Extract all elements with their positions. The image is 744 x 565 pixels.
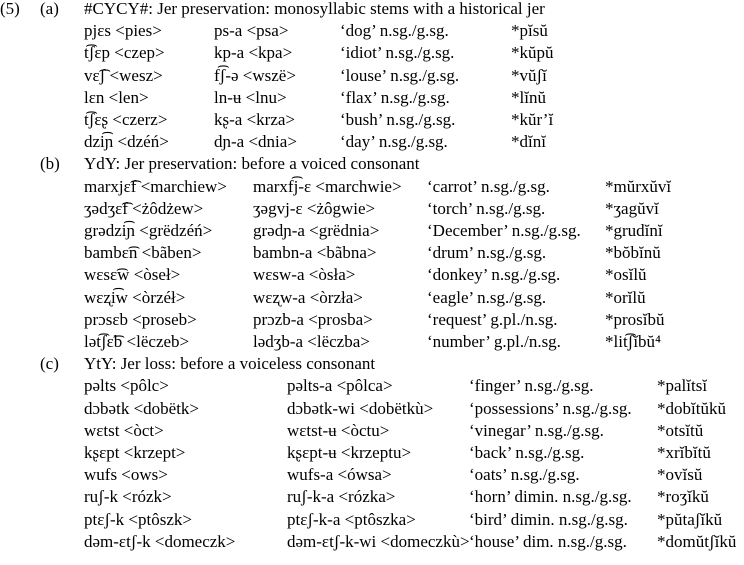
oblique-form: bambn-a <bãbna> bbox=[253, 243, 377, 263]
singular-form: dəm-ɛtʃ-k <domeczk> bbox=[84, 531, 236, 551]
proto-form: *prosĭbŭ bbox=[605, 309, 665, 329]
gloss: ‘vinegar’ n.sg./g.sg. bbox=[469, 420, 604, 440]
gloss: ‘December’ n.sg./g.sg. bbox=[427, 221, 581, 240]
oblique-form: kp-a <kpa> bbox=[214, 43, 293, 63]
singular-form: wɛtst <òct> bbox=[84, 420, 164, 440]
gloss: ‘request’ g.pl./n.sg. bbox=[427, 309, 558, 329]
oblique-form: ln-ʉ <lnu> bbox=[214, 87, 287, 107]
oblique-form: dəm-ɛtʃ-k-wi <domeczkù> bbox=[287, 531, 470, 551]
oblique-form: marxf͡j-ɛ <marchwie> bbox=[253, 176, 402, 196]
singular-form: prɔsɛb <proseb> bbox=[84, 309, 197, 329]
proto-form: *vŭʃĭ bbox=[511, 65, 547, 85]
singular-form: lɛn <len> bbox=[84, 87, 149, 107]
gloss: ‘day’ n.sg./g.sg. bbox=[340, 132, 448, 152]
oblique-form: dɔbətk-wi <dobëtkù> bbox=[287, 398, 434, 418]
section-label: (a) bbox=[40, 0, 59, 18]
proto-form: *kŭr’ĭ bbox=[511, 110, 554, 129]
proto-form: *xrĭbĭtŭ bbox=[657, 443, 711, 462]
gloss: ‘torch’ n.sg./g.sg. bbox=[427, 198, 546, 218]
oblique-form: ps-a <psa> bbox=[214, 21, 289, 41]
oblique-form: lədʒb-a <lëczba> bbox=[253, 332, 370, 351]
gloss: ‘flax’ n.sg./g.sg. bbox=[340, 87, 450, 107]
proto-form: *dĭnĭ bbox=[511, 132, 546, 152]
gloss: ‘back’ n.sg./g.sg. bbox=[469, 443, 585, 462]
example-number: (5) bbox=[0, 0, 20, 18]
singular-form: lət͡ʃɛ͡b <lëczeb> bbox=[84, 332, 190, 351]
proto-form: *lĭnŭ bbox=[511, 87, 546, 107]
proto-form: *pŭtaʃĭkŭ bbox=[657, 509, 723, 529]
singular-form: dɔbətk <dobëtk> bbox=[84, 398, 200, 418]
oblique-form: kʂɛpt-ʉ <krzeptu> bbox=[287, 443, 412, 462]
singular-form: t͡ʃɛp <czep> bbox=[84, 43, 165, 63]
gloss: ‘horn’ dimin. n.sg./g.sg. bbox=[469, 487, 632, 507]
singular-form: wufs <ows> bbox=[84, 465, 168, 485]
gloss: ‘louse’ n.sg./g.sg. bbox=[340, 65, 460, 85]
proto-form: *lit͡ʃĭbŭ⁴ bbox=[605, 332, 661, 351]
oblique-form: wufs-a <ówsa> bbox=[287, 465, 392, 485]
oblique-form: wɛtst-ʉ <òctu> bbox=[287, 420, 390, 440]
singular-form: vɛ͡ʃ <wesz> bbox=[84, 65, 163, 85]
proto-form: *bŏbĭnŭ bbox=[605, 243, 661, 263]
proto-form: *roʒĭkŭ bbox=[657, 487, 709, 507]
oblique-form: ʒəgvj-ɛ <żôgwie> bbox=[253, 198, 376, 218]
proto-form: *orĭlŭ bbox=[605, 287, 646, 307]
gloss: ‘carrot’ n.sg./g.sg. bbox=[427, 176, 550, 196]
proto-form: *pĭsŭ bbox=[511, 21, 548, 41]
gloss: ‘bird’ dimin. n.sg./g.sg. bbox=[469, 509, 628, 529]
singular-form: ʒədʒɛ͡f <żôdżew> bbox=[84, 198, 204, 218]
singular-form: t͡ʃɛʂ <czerz> bbox=[84, 110, 168, 129]
gloss: ‘drum’ n.sg./g.sg. bbox=[427, 243, 547, 263]
gloss: ‘oats’ n.sg./g.sg. bbox=[469, 465, 580, 485]
proto-form: *ʒagŭvĭ bbox=[605, 198, 659, 218]
section-title: YdY: Jer preservation: before a voiced consonant bbox=[84, 154, 420, 174]
proto-form: *osĭlŭ bbox=[605, 265, 647, 285]
section-title: #CYCY#: Jer preservation: monosyllabic stems with a historical jer bbox=[84, 0, 545, 18]
oblique-form: pəlts-a <pôlca> bbox=[287, 376, 393, 396]
proto-form: *dobĭtŭkŭ bbox=[657, 398, 726, 418]
gloss: ‘house’ dim. n.sg./g.sg. bbox=[469, 531, 627, 551]
singular-form: bambɛ͡n <bãben> bbox=[84, 243, 202, 263]
section-title: YtY: Jer loss: before a voiceless consonant bbox=[84, 354, 376, 374]
singular-form: grədzi͡ɲ <grëdzéń> bbox=[84, 221, 213, 240]
proto-form: *domŭtʃĭkŭ bbox=[657, 531, 737, 551]
singular-form: pəlts <pôlc> bbox=[84, 376, 169, 396]
oblique-form: wɛsw-a <òsła> bbox=[253, 265, 356, 285]
oblique-form: kʂ-a <krza> bbox=[214, 110, 295, 129]
oblique-form: ruʃ-k-a <rózka> bbox=[287, 487, 396, 507]
section-label: (b) bbox=[40, 154, 60, 174]
singular-form: kʂɛpt <krzept> bbox=[84, 443, 186, 462]
proto-form: *grudĭnĭ bbox=[605, 221, 663, 240]
gloss: ‘eagle’ n.sg./g.sg. bbox=[427, 287, 547, 307]
oblique-form: wɛʐw-a <òrzła> bbox=[253, 287, 363, 307]
proto-form: *kŭpŭ bbox=[511, 43, 554, 63]
oblique-form: f͡ʃ-ə <wszë> bbox=[214, 65, 296, 85]
oblique-form: prɔzb-a <prosba> bbox=[253, 309, 373, 329]
proto-form: *mŭrxŭvĭ bbox=[605, 176, 672, 196]
singular-form: wɛsɛ͡w <òseł> bbox=[84, 265, 181, 285]
singular-form: marxjɛ͡f <marchiew> bbox=[84, 176, 227, 196]
singular-form: wɛʐi͡w <òrzéł> bbox=[84, 287, 186, 307]
gloss: ‘donkey’ n.sg./g.sg. bbox=[427, 265, 561, 285]
gloss: ‘finger’ n.sg./g.sg. bbox=[469, 376, 594, 396]
oblique-form: dɲ-a <dnia> bbox=[214, 132, 297, 152]
singular-form: pjɛs <pies> bbox=[84, 21, 162, 41]
gloss: ‘bush’ n.sg./g.sg. bbox=[340, 110, 456, 129]
singular-form: ruʃ-k <rózk> bbox=[84, 487, 172, 507]
oblique-form: grədɲ-a <grëdnia> bbox=[253, 221, 380, 240]
section-label: (c) bbox=[40, 354, 59, 374]
singular-form: ptɛʃ-k <ptôszk> bbox=[84, 509, 192, 529]
gloss: ‘dog’ n.sg./g.sg. bbox=[340, 21, 449, 41]
singular-form: dzi͡ɲ <dzéń> bbox=[84, 132, 169, 152]
proto-form: *ovĭsŭ bbox=[657, 465, 703, 485]
proto-form: *otsĭtŭ bbox=[657, 420, 704, 440]
gloss: ‘number’ g.pl./n.sg. bbox=[427, 332, 561, 351]
oblique-form: ptɛʃ-k-a <ptôszka> bbox=[287, 509, 416, 529]
gloss: ‘possessions’ n.sg./g.sg. bbox=[469, 398, 632, 418]
proto-form: *palĭtsĭ bbox=[657, 376, 708, 396]
gloss: ‘idiot’ n.sg./g.sg. bbox=[340, 43, 455, 63]
